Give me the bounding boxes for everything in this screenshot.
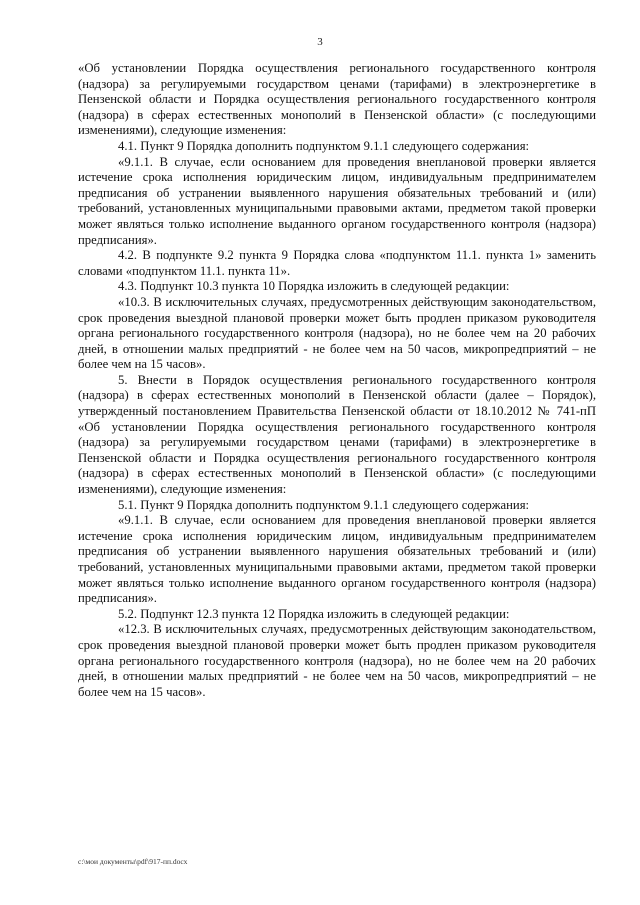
paragraph-10-3-quote: «10.3. В исключительных случаях, предусмотренных действующим законодательством, срок проведения выездной плановой проверки может быть продлен приказом руководителя органа регионального государственного контроля (надзора), но не более чем на 20 рабочих дней, в отношении малых предприятий - не более чем на 50 часов, микропредприятий – не более чем на 15 часов». xyxy=(78,294,596,372)
paragraph-4-1: 4.1. Пункт 9 Порядка дополнить подпунктом 9.1.1 следующего содержания: xyxy=(118,138,530,153)
paragraph-9-1-1-quote-b: «9.1.1. В случае, если основанием для проведения внеплановой проверки является истечение срока исполнения юридическим лицом, индивидуальным предпринимателем предписания об устранении выявленного нарушения обязательных требований и (или) требований, установленных муниципальными правовыми актами, предметом такой проверки может являться только исполнение выданного органом государственного контроля (надзора) предписания». xyxy=(78,513,596,606)
page-number: 3 xyxy=(317,36,323,48)
paragraph-5-1: 5.1. Пункт 9 Порядка дополнить подпунктом 9.1.1 следующего содержания: xyxy=(118,497,530,512)
paragraph-12-3-quote: «12.3. В исключительных случаях, предусмотренных действующим законодательством, срок проведения выездной плановой проверки может быть продлен приказом руководителя органа регионального государственного контроля (надзора), но не более чем на 20 рабочих дней, в отношении малых предприятий - не более чем на 50 часов, микропредприятий – не более чем на 15 часов». xyxy=(78,622,596,699)
paragraph-5-2: 5.2. Подпункт 12.3 пункта 12 Порядка изложить в следующей редакции: xyxy=(118,606,510,621)
document-body xyxy=(78,61,596,700)
paragraph-5: 5. Внести в Порядок осуществления регионального государственного контроля (надзора) в сферах естественных монополий в Пензенской области (далее – Порядок), утвержденный постановлением Правительства Пензенской области от 18.10.2012 № 741-пП «Об установлении Порядка осуществления регионального государственного контроля (надзора) за регулируемыми государством ценами (тарифами) в электроэнергетике в Пензенской области и Порядка осуществления регионального государственного контроля (надзора) в сферах естественных монополий в Пензенской области» (с последующими изменениями), следующие изменения: xyxy=(78,372,596,497)
paragraph-9-1-1-quote-a: «9.1.1. В случае, если основанием для проведения внеплановой проверки является истечение срока исполнения юридическим лицом, индивидуальным предпринимателем предписания об устранении выявленного нарушения обязательных требований и (или) требований, установленных муниципальными правовыми актами, предметом такой проверки может являться только исполнение выданного органом государственного контроля (надзора) предписания». xyxy=(78,154,596,247)
paragraph-intro: «Об установлении Порядка осуществления регионального государственного контроля (надзора) за регулируемыми государством ценами (тарифами) в электроэнергетике в Пензенской области и Порядка осуществления регионального государственного контроля (надзора) в сферах естественных монополий в Пензенской области» (с последующими изменениями), следующие изменения: xyxy=(78,61,596,138)
paragraph-4-3: 4.3. Подпункт 10.3 пункта 10 Порядка изложить в следующей редакции: xyxy=(118,279,510,294)
paragraph-4-2: 4.2. В подпункте 9.2 пункта 9 Порядка слова «подпунктом 11.1. пункта 1» заменить словами «подпунктом 11.1. пункта 11». xyxy=(78,248,596,278)
footer-file-path: c:\мои документы\pdf\917-пп.docx xyxy=(78,857,188,866)
